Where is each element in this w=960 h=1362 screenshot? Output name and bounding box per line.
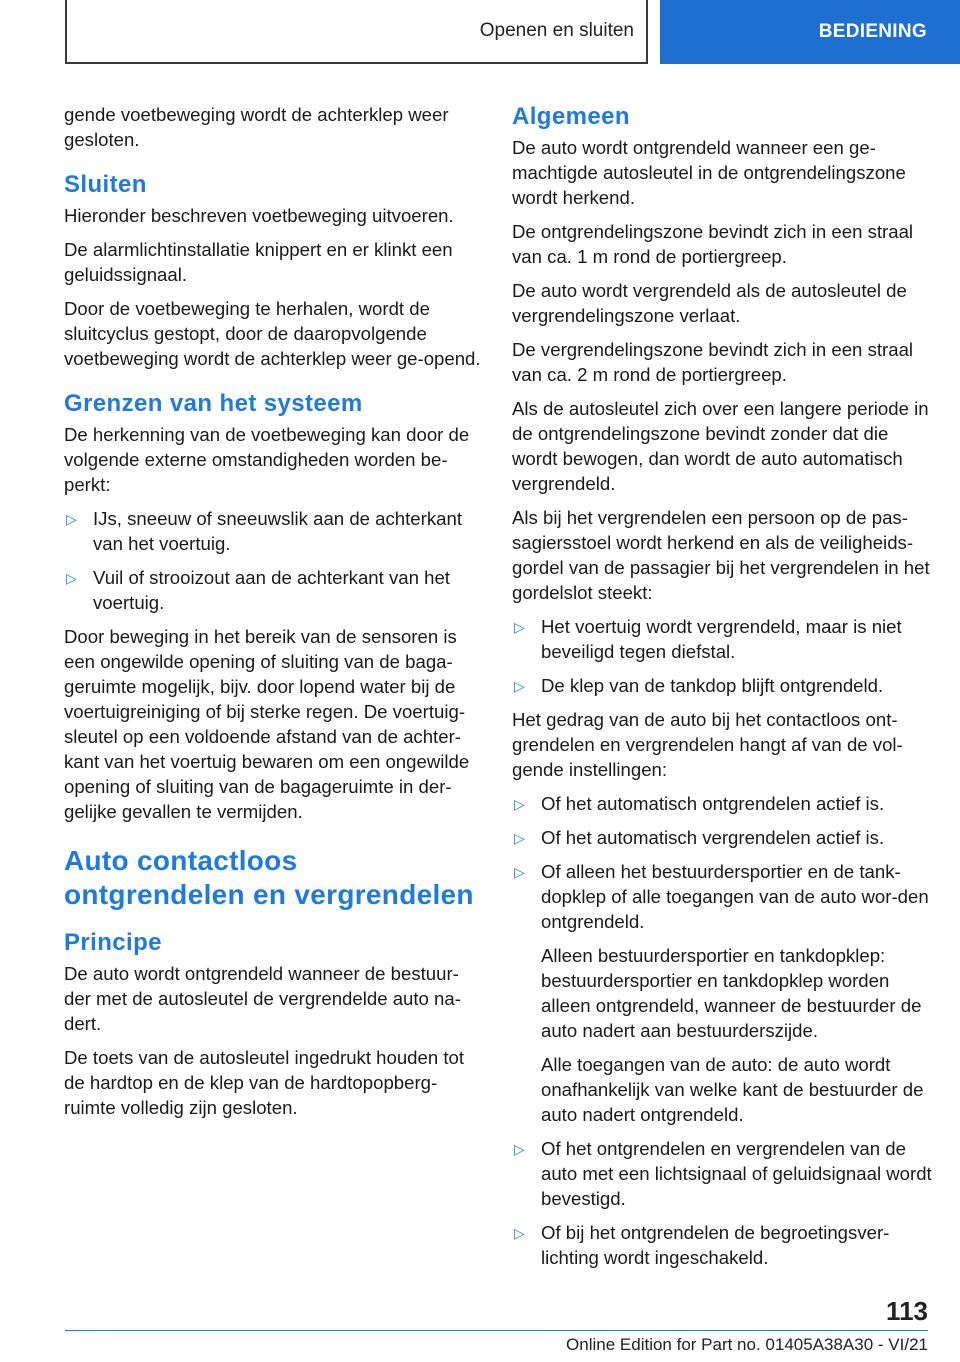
bullet-list: [512, 1136, 932, 1270]
list-item: [512, 1220, 932, 1270]
list-item: [512, 614, 932, 664]
left-column: [64, 102, 484, 1129]
list-item-text: IJs, sneeuw of sneeuwslik aan de achterkant van het voertuig.: [93, 508, 462, 554]
paragraph: Door beweging in het bereik van de sensoren is een ongewilde opening of sluiting van de baga‐geruimte mogelijk, bijv. door lopend water bij de voertuigreiniging of bij sterke regen. De voertuig‐sleutel op een voldoende afstand van de achter‐kant van het voertuig bewaren om een ongewilde opening of sluiting van de bagageruimte in der‐gelijke gevallen te vermijden.: [64, 626, 470, 822]
heading-principe: Principe: [64, 929, 162, 956]
heading-sluiten: Sluiten: [64, 171, 147, 198]
list-item: [64, 506, 484, 556]
paragraph: De ontgrendelingszone bevindt zich in een straal van ca. 1 m rond de portiergreep.: [512, 221, 914, 267]
paragraph: De auto wordt vergrendeld als de autosleutel de vergrendelingszone verlaat.: [512, 280, 907, 326]
triangle-bullet-icon: ▷: [514, 830, 525, 846]
right-column: [512, 102, 932, 1279]
paragraph: Hieronder beschreven voetbeweging uitvoeren.: [64, 205, 454, 226]
sub-paragraph: Alleen bestuurdersportier en tankdopklep: bestuurdersportier en tankdopklep worden alleen ontgrendeld, wanneer de bestuurder de auto nadert aan bestuurderszijde.: [541, 945, 922, 1041]
footer-edition: Online Edition for Part no. 01405A38A30 - VI/21: [566, 1335, 928, 1354]
list-item-text: Vuil of strooizout aan de achterkant van het voertuig.: [93, 567, 450, 613]
bullet-list: [512, 614, 932, 698]
list-item-text: Of het ontgrendelen en vergrendelen van de auto met een lichtsignaal of geluidsignaal wordt bevestigd.: [541, 1138, 932, 1209]
triangle-bullet-icon: ▷: [514, 1141, 525, 1157]
bullet-list: [64, 506, 484, 615]
paragraph: Door de voetbeweging te herhalen, wordt de sluitcyclus gestopt, door de daaropvolgende voetbeweging wordt de achterklep weer ge‐opend.: [64, 298, 481, 369]
paragraph: De vergrendelingszone bevindt zich in een straal van ca. 2 m rond de portiergreep.: [512, 339, 914, 385]
triangle-bullet-icon: ▷: [514, 1225, 525, 1241]
paragraph: De auto wordt ontgrendeld wanneer de bestuur‐der met de autosleutel de vergrendelde auto na‐dert.: [64, 963, 461, 1034]
paragraph: Als de autosleutel zich over een langere periode in de ontgrendelingszone bevindt zonder dat die wordt bewogen, dan wordt de auto automatisch vergrendeld.: [512, 398, 929, 494]
paragraph: De auto wordt ontgrendeld wanneer een ge‐machtigde autosleutel in de ontgrendelingszone wordt herkend.: [512, 137, 906, 208]
list-item: [512, 859, 932, 934]
header-section-title: Openen en sluiten: [479, 20, 634, 41]
footer-divider: [65, 1330, 928, 1331]
paragraph: gende voetbeweging wordt de achterklep weer gesloten.: [64, 104, 449, 150]
triangle-bullet-icon: ▷: [514, 678, 525, 694]
heading-auto-contactloos: Auto contactloos ontgrendelen en vergrendelen: [64, 845, 474, 910]
paragraph: De alarmlichtinstallatie knippert en er klinkt een geluidssignaal.: [64, 239, 453, 285]
header-chapter-title: BEDIENING: [818, 21, 927, 42]
list-item: [512, 673, 932, 698]
header-section-tab: [65, 0, 648, 64]
triangle-bullet-icon: ▷: [66, 511, 77, 527]
triangle-bullet-icon: ▷: [514, 619, 525, 635]
list-item: [512, 791, 932, 816]
triangle-bullet-icon: ▷: [66, 570, 77, 586]
header-chapter-tab: [660, 0, 960, 64]
list-item-text: Of alleen het bestuurdersportier en de tank‐dopklep of alle toegangen van de auto wor‐den ontgrendeld.: [541, 861, 929, 932]
triangle-bullet-icon: ▷: [514, 796, 525, 812]
triangle-bullet-icon: ▷: [514, 864, 525, 880]
list-item-text: Of het automatisch ontgrendelen actief is.: [541, 793, 885, 814]
paragraph: Het gedrag van de auto bij het contactloos ont‐grendelen en vergrendelen hangt af van de vol‐gende instellingen:: [512, 709, 903, 780]
heading-algemeen: Algemeen: [512, 103, 630, 130]
list-item-text: Of bij het ontgrendelen de begroetingsver‐lichting wordt ingeschakeld.: [541, 1222, 890, 1268]
heading-grenzen: Grenzen van het systeem: [64, 390, 363, 417]
bullet-list: [512, 791, 932, 934]
paragraph: De toets van de autosleutel ingedrukt houden tot de hardtop en de klep van de hardtopopberg‐ruimte volledig zijn gesloten.: [64, 1047, 465, 1118]
sub-paragraph: Alle toegangen van de auto: de auto wordt onafhankelijk van welke kant de bestuurder de auto nadert ontgrendeld.: [541, 1054, 924, 1125]
list-item: [64, 565, 484, 615]
list-item-text: Of het automatisch vergrendelen actief is.: [541, 827, 885, 848]
paragraph: De herkenning van de voetbeweging kan door de volgende externe omstandigheden worden be‐perkt:: [64, 424, 470, 495]
list-item-text: De klep van de tankdop blijft ontgrendeld.: [541, 675, 884, 696]
page-number: 113: [886, 1296, 928, 1326]
list-item: [512, 825, 932, 850]
list-item: [512, 1136, 932, 1211]
paragraph: Als bij het vergrendelen een persoon op de pas‐sagiersstoel wordt herkend en als de veiligheids‐gordel van de passagier bij het vergrendelen in het gordelslot steekt:: [512, 507, 930, 603]
list-item-text: Het voertuig wordt vergrendeld, maar is niet beveiligd tegen diefstal.: [541, 616, 902, 662]
